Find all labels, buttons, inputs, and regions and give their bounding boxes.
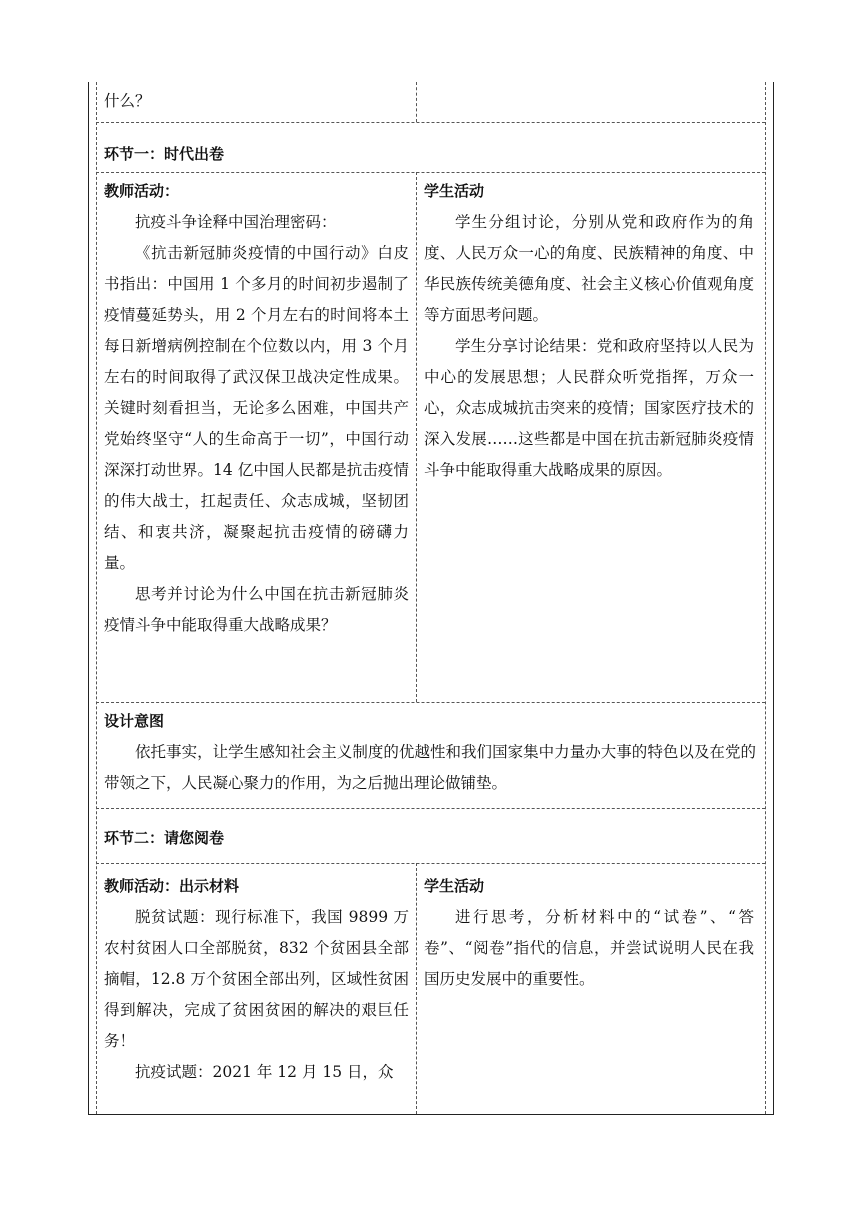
section1-teacher-heading: 教师活动： — [104, 182, 180, 200]
section1-student-paragraph: 学生分组讨论，分别从党和政府作为的角度、人民万众一心的角度、民族精神的角度、中华民族传统美德角度、社会主义核心价值观角度等方面思考问题。 — [424, 213, 754, 324]
section2-heading — [104, 823, 754, 854]
section1-student-paragraph: 学生分享讨论结果：党和政府坚持以人民为中心的发展思想；人民群众听党指挥，万众一心，众志成城抗击突来的疫情；国家医疗技术的深入发展……这些都是中国在抗击新冠肺炎疫情斗争中能取得重大战略成果的原因。 — [424, 337, 754, 479]
design-intent-cell — [104, 706, 756, 799]
row0-left-cell — [104, 86, 409, 117]
design-intent-text: 依托事实，让学生感知社会主义制度的优越性和我们国家集中力量办大事的特色以及在党的带领之下，人民凝心聚力的作用，为之后抛出理论做铺垫。 — [104, 743, 756, 792]
section2-student-heading: 学生活动 — [424, 877, 485, 895]
section1-teacher-cell — [104, 176, 409, 641]
section2-student-cell — [424, 871, 754, 995]
column-divider — [96, 82, 97, 1114]
row-divider — [96, 808, 765, 809]
section1-teacher-paragraph: 《抗击新冠肺炎疫情的中国行动》白皮书指出：中国用 1 个多月的时间初步遏制了疫情蔓延势头，用 2 个月左右的时间将本土每日新增病例控制在个位数以内，用 3 个月左右的时间取得了武汉保卫战决定性成果。关键时刻看担当，无论多么困难，中国共产党始终坚守“人的生命高于一切”，中国行动深深打动世界。14 亿中国人民都是抗击疫情的伟大战士，扛起责任、众志成城，坚韧团结、和衷共济，凝聚起抗击疫情的磅礴力量。 — [104, 244, 409, 572]
column-divider — [765, 82, 766, 1114]
section1-heading-text: 环节一：时代出卷 — [104, 145, 225, 163]
section1-teacher-paragraph: 抗疫斗争诠释中国治理密码： — [135, 213, 337, 231]
design-intent-heading: 设计意图 — [104, 712, 165, 730]
column-divider — [416, 172, 417, 702]
row-divider — [96, 702, 765, 703]
column-divider — [416, 82, 417, 122]
section2-teacher-heading: 教师活动：出示材料 — [104, 877, 240, 895]
section2-teacher-cell — [104, 871, 409, 1088]
row0-text: 什么？ — [104, 92, 151, 110]
section2-student-paragraph: 进行思考，分析材料中的“试卷”、“答卷”、“阅卷”指代的信息，并尝试说明人民在我国历史发展中的重要性。 — [424, 908, 754, 988]
row-divider — [96, 122, 765, 123]
section2-teacher-paragraph: 脱贫试题：现行标准下，我国 9899 万农村贫困人口全部脱贫，832 个贫困县全部摘帽，12.8 万个贫困全部出列，区域性贫困得到解决，完成了贫困贫困的解决的艰巨任务！ — [104, 908, 409, 1050]
row-divider — [96, 172, 765, 173]
section2-heading-text: 环节二：请您阅卷 — [104, 829, 225, 847]
section1-teacher-paragraph: 思考并讨论为什么中国在抗击新冠肺炎疫情斗争中能取得重大战略成果？ — [104, 585, 409, 634]
section1-student-heading: 学生活动 — [424, 182, 485, 200]
row-divider — [96, 863, 765, 864]
section2-teacher-paragraph: 抗疫试题：2021 年 12 月 15 日，众 — [135, 1063, 394, 1081]
section1-student-cell — [424, 176, 754, 486]
column-divider — [416, 863, 417, 1114]
section1-heading — [104, 139, 754, 170]
